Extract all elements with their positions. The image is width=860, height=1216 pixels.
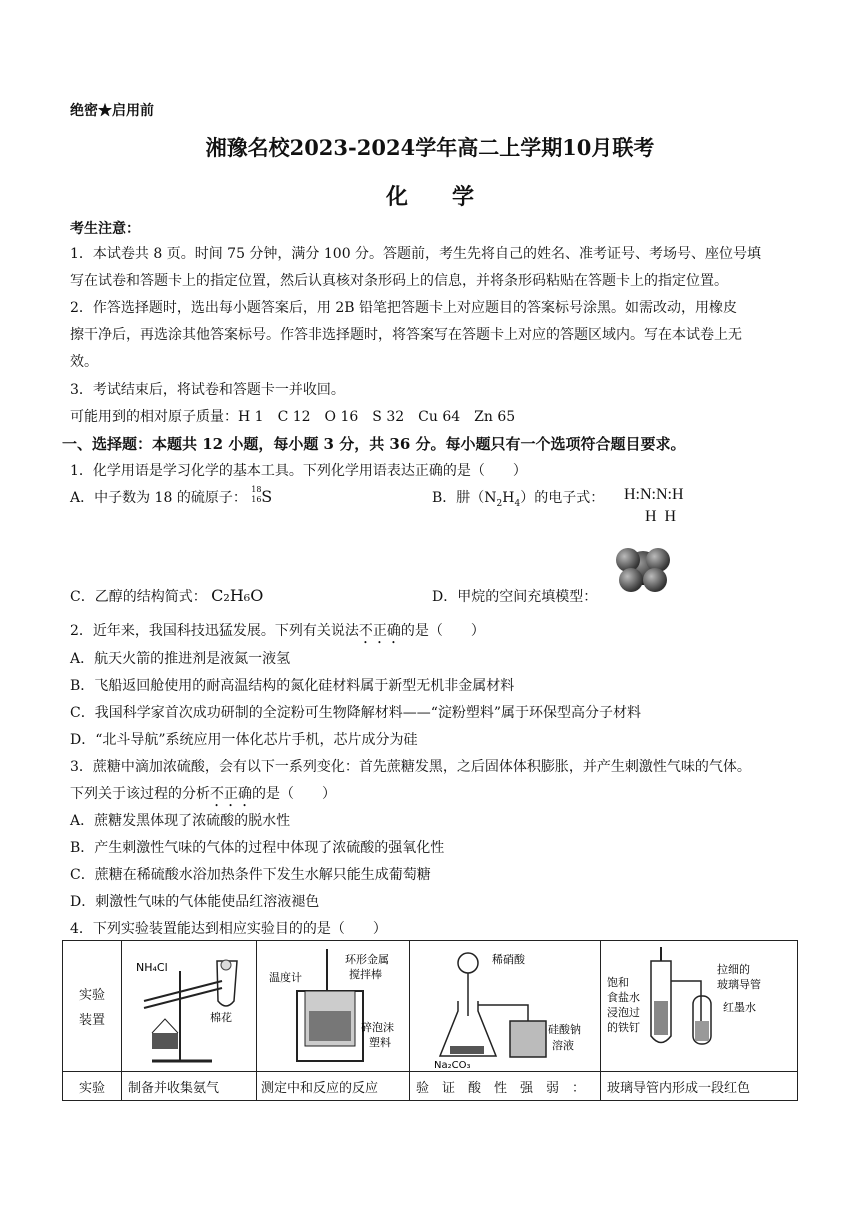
svg-text:环形金属: 环形金属 bbox=[345, 953, 389, 966]
notice-line: 2．作答选择题时，选出每小题答案后，用 2B 铅笔把答题卡上对应题目的答案标号涂黑。如需改动，用橡皮 bbox=[70, 300, 738, 316]
atomic-number: 16 bbox=[251, 495, 262, 504]
hydrazine-formula: $N_2H_4$ bbox=[484, 490, 521, 509]
notice-line: 3．考试结束后，将试卷和答题卡一并收回。 bbox=[70, 382, 345, 398]
table-row bbox=[63, 941, 798, 1072]
table-cell: 玻璃导管内形成一段红色 bbox=[601, 1072, 798, 1101]
option-text: A．中子数为 18 的硫原子： bbox=[70, 490, 247, 506]
isotope-symbol bbox=[251, 485, 277, 507]
svg-text:碎泡沫: 碎泡沫 bbox=[361, 1021, 394, 1034]
option-text: D．甲烷的空间充填模型： bbox=[432, 589, 598, 605]
ammonia-apparatus-diagram bbox=[122, 941, 256, 1071]
q1-option-c bbox=[70, 586, 263, 606]
svg-text:溶液: 溶液 bbox=[552, 1039, 574, 1052]
svg-text:搅拌棒: 搅拌棒 bbox=[349, 968, 382, 981]
option-text: C．乙醇的结构简式： bbox=[70, 589, 207, 605]
q1-option-d bbox=[432, 586, 597, 606]
table-cell: 测定中和反应的反应 bbox=[257, 1072, 410, 1101]
svg-text:饱和: 饱和 bbox=[607, 976, 629, 989]
ethanol-formula: C₂H₆O bbox=[211, 586, 264, 605]
section-heading: 一、选择题：本题共 12 小题，每小题 3 分，共 36 分。每小题只有一个选项符合题目要求。 bbox=[62, 435, 686, 453]
table-cell: 制备并收集氨气 bbox=[122, 1072, 257, 1101]
row-header: 实验 bbox=[63, 1072, 122, 1101]
option-b: B．飞船返回舱使用的耐高温结构的氮化硅材料属于新型无机非金属材料 bbox=[70, 678, 515, 694]
svg-text:NH₄Cl: NH₄Cl bbox=[136, 961, 168, 974]
table-row bbox=[63, 1072, 798, 1101]
option-d: D．“北斗导航”系统应用一体化芯片手机，芯片成分为硅 bbox=[70, 732, 418, 748]
acid-strength-diagram bbox=[410, 941, 600, 1071]
lewis-structure-bottom: H H bbox=[645, 508, 677, 525]
option-b: B．产生刺激性气味的气体的过程中体现了浓硫酸的强氧化性 bbox=[70, 840, 445, 856]
emphasis-text: 不正确 bbox=[210, 786, 252, 802]
calorimeter-diagram bbox=[257, 941, 409, 1071]
svg-text:塑料: 塑料 bbox=[369, 1036, 391, 1049]
option-c: C．蔗糖在稀硫酸水浴加热条件下发生水解只能生成葡萄糖 bbox=[70, 867, 431, 883]
q1-option-a bbox=[70, 487, 277, 507]
svg-text:Na₂CO₃: Na₂CO₃ bbox=[434, 1060, 471, 1071]
secret-label: 绝密★启用前 bbox=[70, 103, 154, 119]
question-stem-cont: 下列关于该过程的分析不正确的是（ ） bbox=[70, 786, 336, 802]
lewis-structure-top: H:N:N:H bbox=[624, 486, 684, 503]
table-cell: 验 证 酸 性 强 弱 ： bbox=[410, 1072, 601, 1101]
svg-text:硅酸钠: 硅酸钠 bbox=[548, 1023, 581, 1036]
apparatus-4-cell bbox=[601, 941, 798, 1072]
svg-text:浸泡过: 浸泡过 bbox=[607, 1006, 640, 1019]
svg-text:食盐水: 食盐水 bbox=[607, 991, 640, 1004]
notice-line: 擦干净后，再选涂其他答案标号。作答非选择题时，将答案写在答题卡上对应的答题区域内。写在本试卷上无 bbox=[70, 327, 742, 343]
notice-line: 1．本试卷共 8 页。时间 75 分钟，满分 100 分。答题前，考生先将自己的姓名、准考证号、考场号、座位号填 bbox=[70, 246, 762, 262]
experiment-table bbox=[62, 940, 798, 1101]
svg-text:拉细的: 拉细的 bbox=[717, 963, 750, 976]
option-a: A．航天火箭的推进剂是液氮一液氢 bbox=[70, 651, 291, 667]
svg-text:稀硝酸: 稀硝酸 bbox=[492, 953, 525, 966]
option-text: B．肼（ bbox=[432, 490, 485, 506]
option-a: A．蔗糖发黑体现了浓硫酸的脱水性 bbox=[70, 813, 291, 829]
option-d: D．刺激性气味的气体能使品红溶液褪色 bbox=[70, 894, 320, 910]
apparatus-1-cell bbox=[122, 941, 257, 1072]
question-stem: 3．蔗糖中滴加浓硫酸，会有以下一系列变化：首先蔗糖发黑，之后固体体积膨胀，并产生刺激性气味的气体。 bbox=[70, 759, 751, 775]
apparatus-3-cell bbox=[410, 941, 601, 1072]
q1-option-b: B．肼$(N_2H_4)$的电子式： bbox=[432, 490, 605, 509]
question-stem: 1．化学用语是学习化学的基本工具。下列化学用语表达正确的是（ ） bbox=[70, 463, 527, 479]
question-stem: 2．近年来，我国科技迅猛发展。下列有关说法不正确的是（ ） bbox=[70, 623, 485, 639]
exam-title: 湘豫名校2023-2024学年高二上学期10月联考 bbox=[205, 135, 655, 160]
svg-text:玻璃导管: 玻璃导管 bbox=[717, 978, 761, 991]
element-symbol: S bbox=[261, 487, 273, 506]
methane-space-filling-model bbox=[608, 538, 678, 598]
atomic-mass-line: 可能用到的相对原子质量：H 1 C 12 O 16 S 32 Cu 64 Zn 65 bbox=[70, 409, 516, 425]
notice-heading: 考生注意： bbox=[70, 221, 140, 237]
option-c: C．我国科学家首次成功研制的全淀粉可生物降解材料——“淀粉塑料”属于环保型高分子材料 bbox=[70, 705, 642, 721]
subject-title: 化 学 bbox=[385, 184, 474, 210]
notice-line: 写在试卷和答题卡上的指定位置，然后认真核对条形码上的信息，并将条形码粘贴在答题卡上的指定位置。 bbox=[70, 273, 728, 289]
svg-text:温度计: 温度计 bbox=[269, 971, 302, 984]
svg-text:的铁钉: 的铁钉 bbox=[607, 1021, 640, 1034]
mass-number: 18 bbox=[251, 485, 262, 494]
emphasis-text: 不正确 bbox=[358, 623, 401, 639]
notice-line: 效。 bbox=[70, 354, 98, 370]
question-stem: 4．下列实验装置能达到相应实验目的的是（ ） bbox=[70, 921, 387, 937]
svg-text:棉花: 棉花 bbox=[210, 1011, 232, 1024]
row-header: 实验 装置 bbox=[63, 941, 122, 1072]
iron-corrosion-diagram bbox=[601, 941, 781, 1071]
svg-text:红墨水: 红墨水 bbox=[723, 1001, 756, 1014]
apparatus-2-cell bbox=[257, 941, 410, 1072]
